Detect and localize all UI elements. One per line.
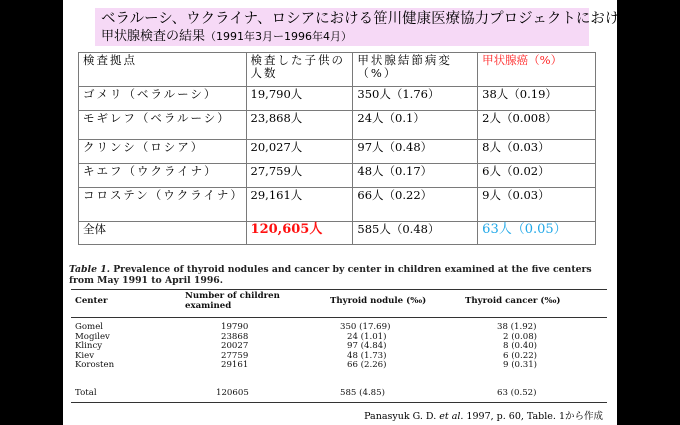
table-row — [79, 87, 596, 111]
en-header-row — [73, 292, 603, 311]
table-row — [79, 140, 596, 164]
english-table-body — [73, 323, 603, 371]
slide-title-line1: ベラルーシ、ウクライナ、ロシアにおける笹川健康医療協力プロジェクトにおける — [101, 11, 634, 27]
row-children: 19,790人 — [246, 87, 353, 111]
row-center: モギレフ（ベラルーシ） — [79, 111, 247, 140]
en-total-children: 120605 — [216, 388, 249, 398]
en-nodule: 48 (1.73) — [347, 350, 387, 361]
en-cancer: 6 (0.22) — [503, 350, 538, 361]
row-cancer: 38人（0.19） — [478, 87, 596, 111]
english-table-caption — [69, 264, 609, 286]
table-row — [79, 188, 596, 222]
row-cancer: 8人（0.03） — [478, 140, 596, 164]
slide-title-line2 — [101, 28, 583, 45]
en-center: Korosten — [75, 360, 115, 371]
en-nodule: 24 (1.01) — [347, 331, 387, 342]
header-children: 検査した子供の人数 — [246, 53, 353, 87]
en-nodule: 350 (17.69) — [340, 322, 391, 332]
english-table-header — [73, 292, 603, 311]
table-row — [79, 164, 596, 188]
rule-bottom — [71, 402, 607, 403]
en-children: 27759 — [221, 350, 249, 361]
en-nodule: 66 (2.26) — [347, 360, 387, 371]
english-table-total — [73, 389, 603, 399]
row-nodule: 350人（1.76） — [353, 87, 478, 111]
en-header-center: Center — [75, 295, 108, 306]
rule-mid — [71, 317, 607, 318]
table-row — [73, 361, 603, 371]
total-children: 120,605人 — [246, 222, 353, 245]
row-center: キエフ（ウクライナ） — [79, 164, 247, 188]
en-header-cancer: Thyroid cancer (‰) — [465, 295, 561, 306]
table-row — [79, 111, 596, 140]
row-center: コロステン（ウクライナ） — [79, 188, 247, 222]
total-cancer: 63人（0.05） — [478, 222, 596, 245]
en-nodule: 97 (4.84) — [347, 341, 387, 352]
row-cancer: 2人（0.008） — [478, 111, 596, 140]
title-period: （1991年3月ー1996年4月） — [205, 30, 353, 43]
row-children: 27,759人 — [246, 164, 353, 188]
en-center: Kiev — [75, 350, 95, 361]
rule-top — [71, 289, 607, 290]
source-citation: Panasyuk G. D. et al. 1997, p. 60, Table. 1から作成 — [364, 411, 603, 422]
en-cancer: 38 (1.92) — [497, 322, 537, 332]
total-nodule: 585人（0.48） — [353, 222, 478, 245]
table-header-row — [79, 53, 596, 87]
row-nodule: 24人（0.1） — [353, 111, 478, 140]
row-nodule: 48人（0.17） — [353, 164, 478, 188]
en-cancer: 9 (0.31) — [503, 360, 538, 371]
row-children: 23,868人 — [246, 111, 353, 140]
slide — [63, 0, 634, 425]
row-center: クリンシ（ロシア） — [79, 140, 247, 164]
title-main: 甲状腺検査の結果 — [101, 29, 206, 44]
header-center: 検査拠点 — [79, 53, 247, 87]
en-children: 19790 — [221, 322, 249, 332]
en-cancer: 2 (0.08) — [503, 331, 538, 342]
row-nodule: 66人（0.22） — [353, 188, 478, 222]
en-total-cancer: 63 (0.52) — [497, 388, 537, 398]
en-total-label: Total — [75, 388, 97, 398]
row-center: ゴメリ（ベラルーシ） — [79, 87, 247, 111]
row-children: 29,161人 — [246, 188, 353, 222]
en-children: 23868 — [221, 331, 249, 342]
en-header-nodule: Thyroid nodule (‰) — [330, 295, 427, 306]
en-center: Gomel — [75, 322, 104, 332]
row-cancer: 9人（0.03） — [478, 188, 596, 222]
en-header-children: Number of children examined — [185, 291, 280, 311]
row-nodule: 97人（0.48） — [353, 140, 478, 164]
en-children: 20027 — [221, 341, 249, 352]
en-total-row — [73, 389, 603, 399]
row-children: 20,027人 — [246, 140, 353, 164]
total-label: 全体 — [79, 222, 247, 245]
header-nodule: 甲状腺結節病変（%） — [353, 53, 478, 87]
row-cancer: 6人（0.02） — [478, 164, 596, 188]
caption-label: Table 1. — [69, 264, 110, 275]
en-center: Mogilev — [75, 331, 110, 342]
en-total-nodule: 585 (4.85) — [340, 388, 385, 398]
en-cancer: 8 (0.40) — [503, 341, 538, 352]
en-children: 29161 — [221, 360, 249, 371]
en-center: Klincy — [75, 341, 103, 352]
title-box — [95, 8, 634, 46]
japanese-results-table — [78, 52, 596, 245]
table-total-row — [79, 222, 596, 245]
header-cancer: 甲状腺癌（%） — [478, 53, 596, 87]
caption-text: Prevalence of thyroid nodules and cancer by center in children examined at the five centers from May 1991 to April 1996. — [69, 264, 592, 286]
